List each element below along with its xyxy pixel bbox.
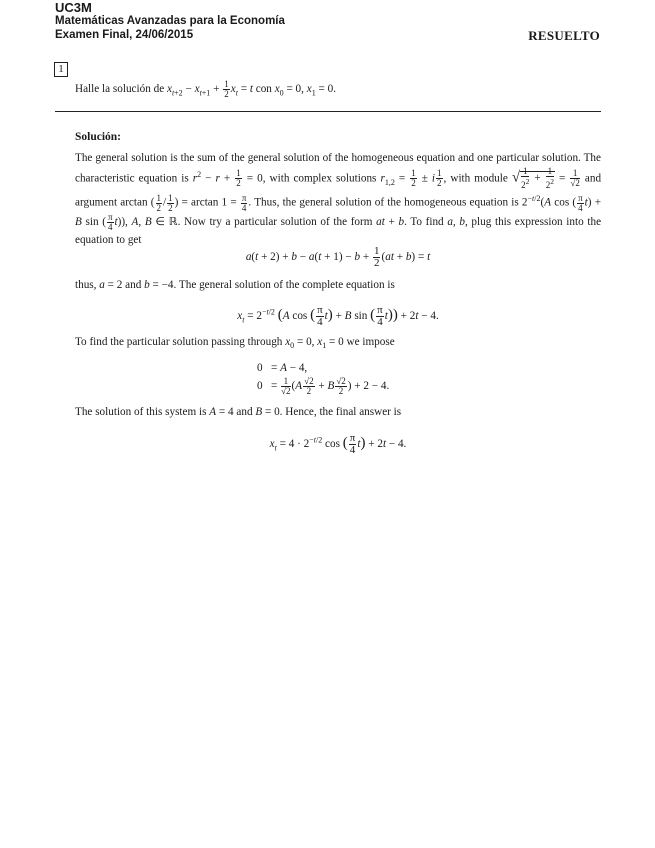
status-label: RESUELTO (528, 28, 600, 43)
institution-name: UC3M (55, 0, 92, 15)
equation-final-answer: $x_t = 4 \cdot 2^{-t/2}$ cos ( $\frac{\pi}{4}$ t) + 2t − 4. (269, 432, 407, 456)
solution-paragraph-4: The solution of this system is A = 4 and B = 0. Hence, the final answer is (75, 406, 402, 418)
solution-paragraph-1: The general solution is the sum of the general solution of the homogeneous equation and one particular solution. The characteristic equation is $r^2 - r$ + $\frac{1}{2}$ = 0, with complex solutions $r_{1,2}$ = $\frac{1}{2}$ ± i $\frac{1}{2}$ , with module √ $\frac{1}{2^2}$ + $\frac{1}{2^2}$ = $\frac{1}{√2}$ and argument arctan ( $\frac{1}{2}$ / $\frac{1}{2}$ ) = arctan 1 = $\frac{\pi}{4}$ . Thus, the general solution of the homogeneous equation is $2^{-t/2}(A$ cos ( $\frac{\pi}{4}$ t) + B sin ( $\frac{\pi}{4}$ t)), A, B ∈ ℝ. Now try a particular solution of the form at + b. To find a, b, plug this expression into the equation to get (75, 152, 602, 246)
course-title: Matemáticas Avanzadas para la Economía (55, 15, 285, 27)
system-equation-2: 0 = $\frac{1}{√2}$ (A $\frac{√2}{2}$ + B $\frac{√2}{2}$ ) + 2 − 4. (257, 376, 390, 396)
problem-number-box: 1 (54, 62, 68, 77)
equation-general-solution: $x_t = 2^{-t/2}$ (A cos ( $\frac{\pi}{4}$ t) + B sin ( $\frac{\pi}{4}$ t)) + 2t − 4. (237, 304, 439, 328)
solution-paragraph-2: thus, a = 2 and b = −4. The general solution of the complete equation is (75, 279, 395, 291)
solution-paragraph-3: To find the particular solution passing through $x_0 = 0$, $x_1 = 0$ we impose (75, 336, 395, 351)
equation-substitution: a(t + 2) + b − a(t + 1) − b + $\frac{1}{2}$ (at + b) = t (245, 245, 431, 269)
section-divider (55, 111, 601, 112)
problem-statement: Halle la solución de $x_{t+2} - x_{t+1}$ + $\frac{1}{2}$ $x_t = t$ con $x_0 = 0$, $x_1 = 0$. (75, 79, 337, 99)
exam-title: Examen Final, 24/06/2015 (55, 29, 194, 41)
solution-label: Solución: (75, 131, 122, 143)
system-equation-1: 0 = A − 4, (257, 362, 308, 374)
